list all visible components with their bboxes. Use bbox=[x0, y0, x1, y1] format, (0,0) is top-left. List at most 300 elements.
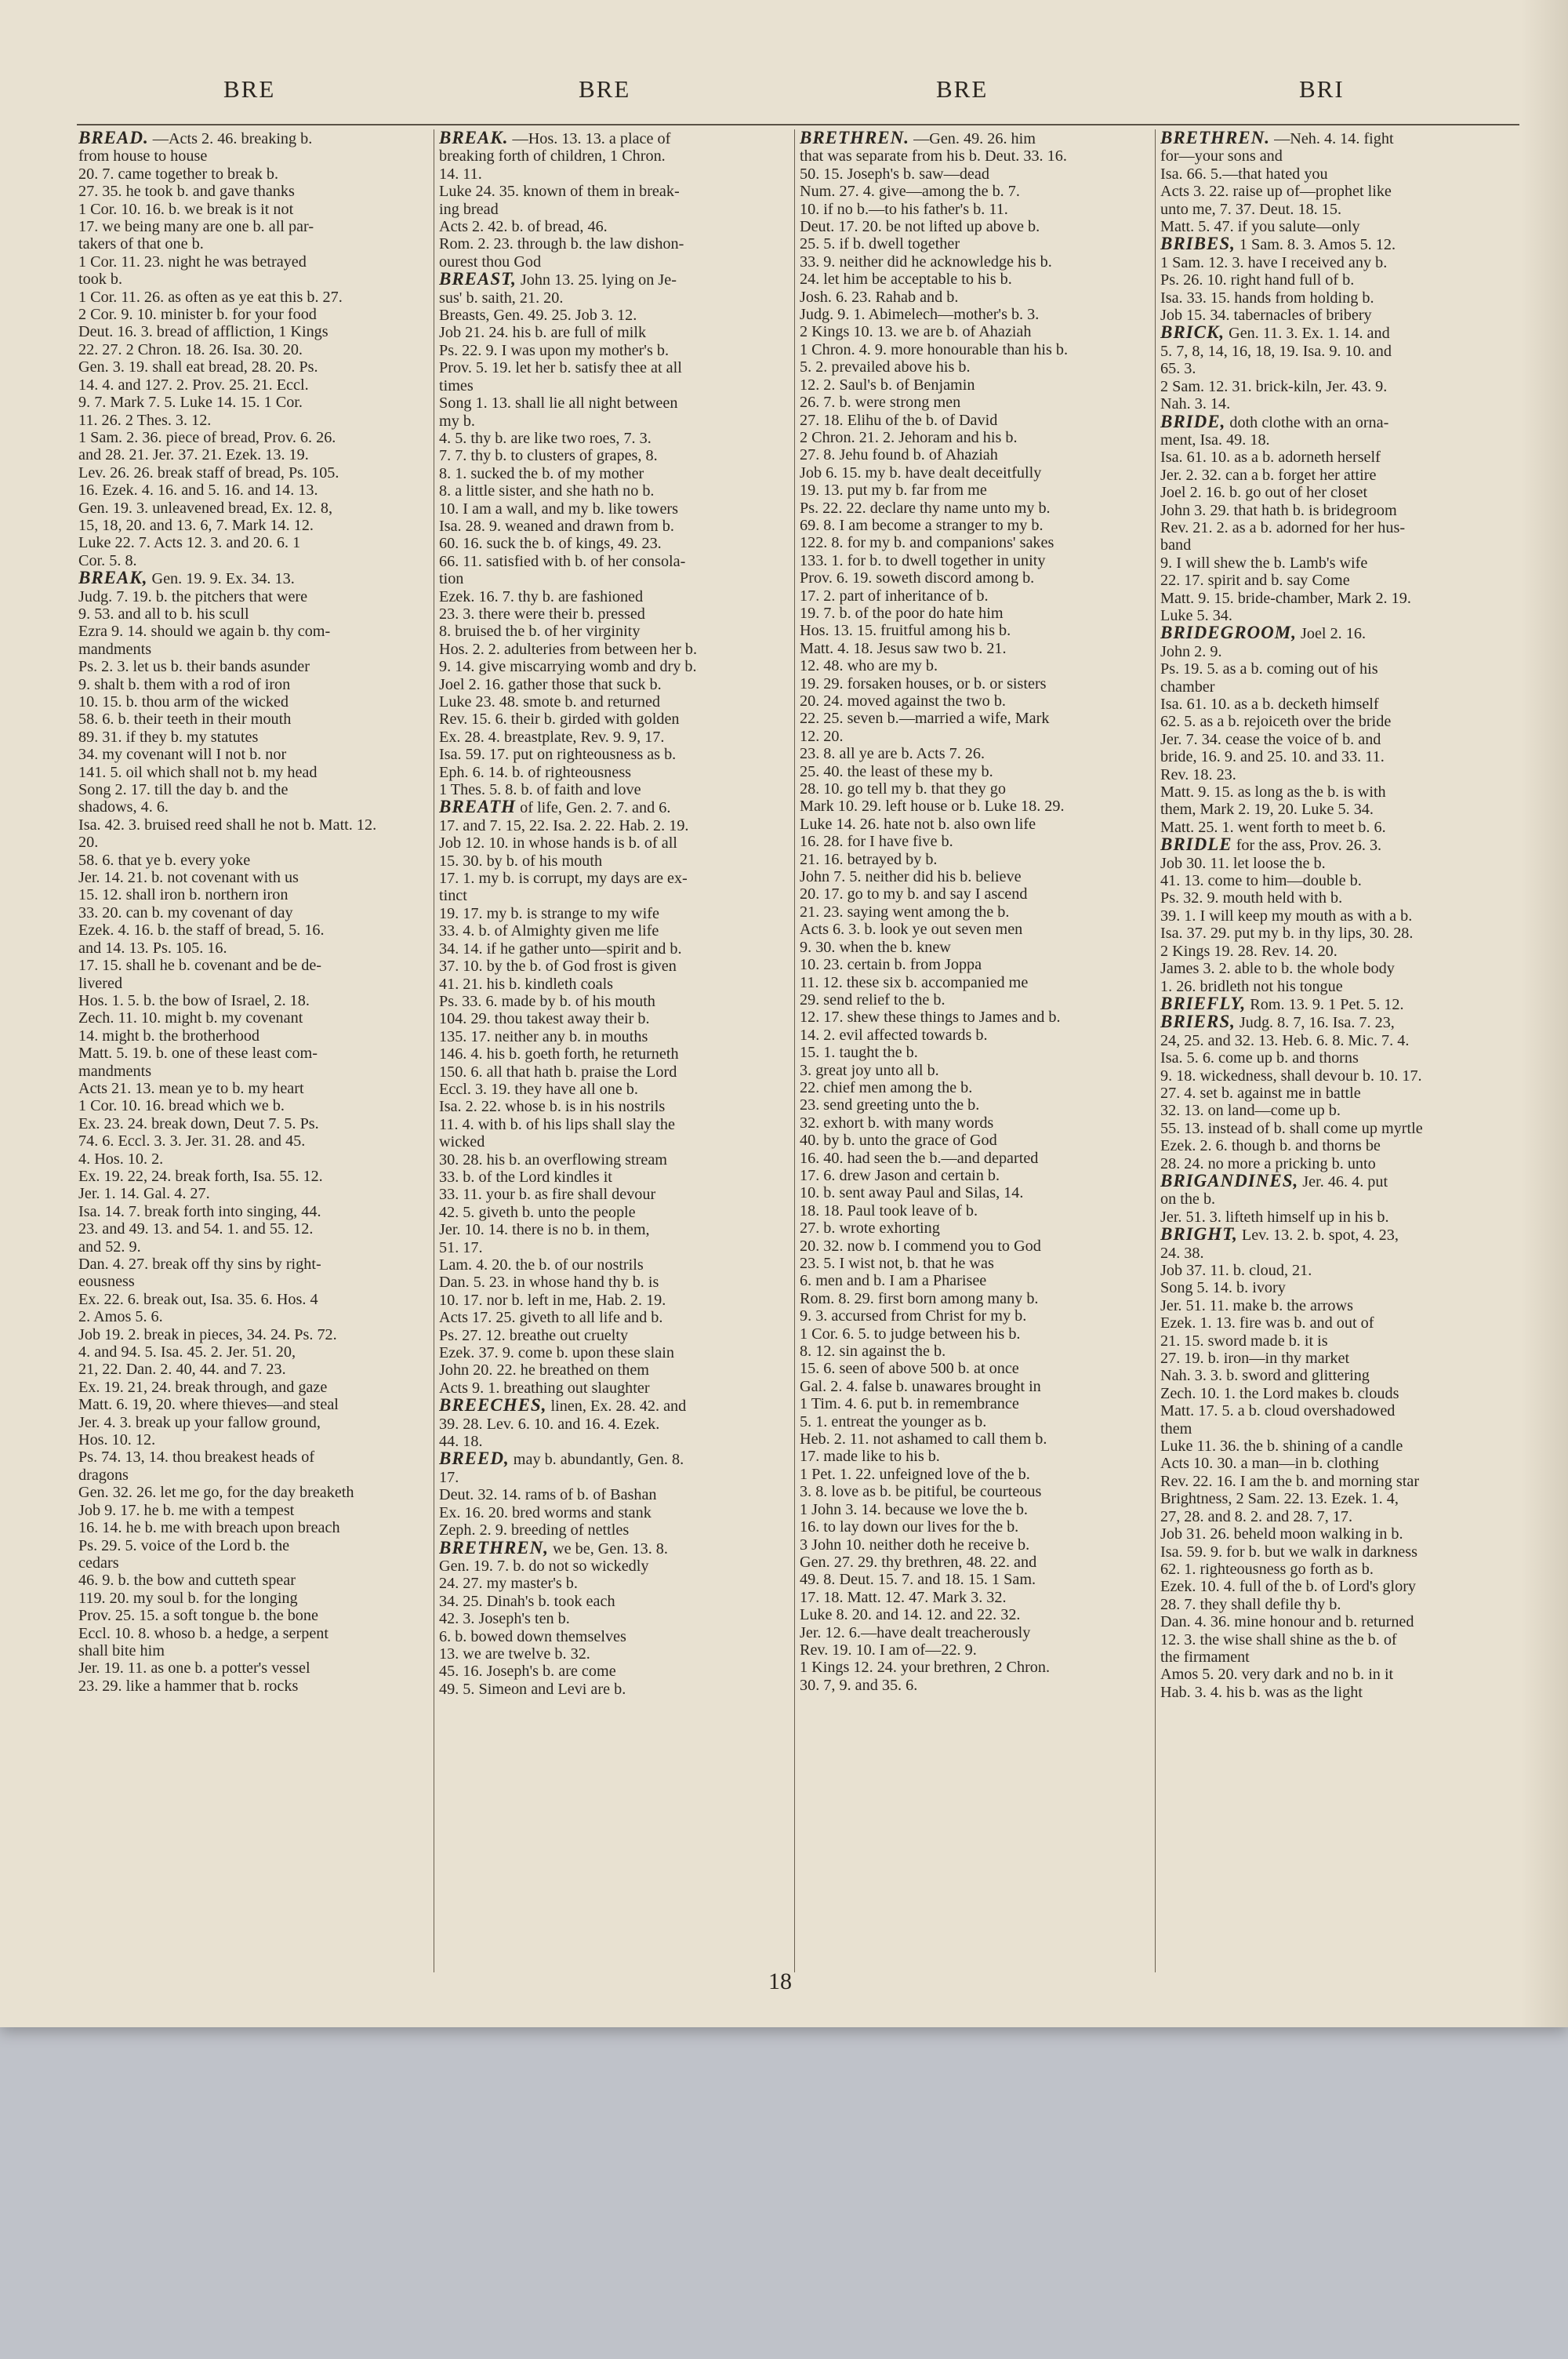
entry-text: 34. 25. Dinah's b. took each bbox=[439, 1592, 615, 1610]
entry-text: Song 2. 17. till the day b. and the bbox=[78, 781, 289, 799]
entry-line bbox=[439, 359, 792, 377]
entry-line bbox=[78, 903, 431, 921]
entry-text: 141. 5. oil which shall not b. my head bbox=[78, 763, 318, 781]
entry-text: Isa. 66. 5.—that hated you bbox=[1160, 165, 1328, 183]
entry-text: 23. 5. I wist not, b. that he was bbox=[800, 1255, 994, 1272]
entry-line bbox=[78, 1256, 431, 1273]
entry-text: Isa. 37. 29. put my b. in thy lips, 30. 28. bbox=[1160, 925, 1414, 943]
entry-line bbox=[800, 1483, 1152, 1501]
entry-text: Isa. 33. 15. hands from holding b. bbox=[1160, 289, 1374, 307]
entry-line bbox=[439, 482, 792, 500]
entry-line bbox=[1160, 1208, 1513, 1226]
entry-text: John 7. 5. neither did his b. believe bbox=[800, 868, 1022, 886]
entry-text: 23. send greeting unto the b. bbox=[800, 1096, 980, 1114]
entry-keyword: BRIEFLY, bbox=[1160, 993, 1247, 1013]
entry-line bbox=[78, 1273, 431, 1291]
entry-text: 8. a little sister, and she hath no b. bbox=[439, 482, 655, 500]
entry-text: 17. 2. part of inheritance of b. bbox=[800, 587, 989, 605]
entry-line bbox=[439, 1486, 792, 1504]
entry-text: Jer. 4. 3. break up your fallow ground, bbox=[78, 1413, 321, 1431]
entry-text: 27. 8. Jehu found b. of Ahaziah bbox=[800, 446, 998, 464]
entry-text: 5. 1. entreat the younger as b. bbox=[800, 1412, 987, 1430]
entry-keyword: BREECHES, bbox=[439, 1395, 547, 1416]
entry-text: times bbox=[439, 376, 474, 394]
entry-line bbox=[800, 411, 1152, 429]
entry-line bbox=[1160, 1084, 1513, 1102]
entry-line bbox=[439, 781, 792, 799]
entry-line bbox=[439, 1448, 792, 1469]
entry-line bbox=[439, 412, 792, 430]
entry-line bbox=[78, 1361, 431, 1379]
entry-text: 10. 23. certain b. from Joppa bbox=[800, 956, 982, 974]
entry-line bbox=[78, 623, 431, 641]
entry-line bbox=[800, 1676, 1152, 1694]
entry-line bbox=[439, 675, 792, 693]
entry-text: 1 John 3. 14. because we love the b. bbox=[800, 1500, 1028, 1518]
entry-line bbox=[78, 1396, 431, 1414]
entry-text: 16. 14. he b. me with breach upon breach bbox=[78, 1519, 340, 1537]
entry-line bbox=[1160, 1170, 1513, 1190]
entry-line bbox=[439, 834, 792, 852]
entry-line bbox=[800, 1465, 1152, 1483]
entry-text: Gen. 19. 3. unleavened bread, Ex. 12. 8, bbox=[78, 499, 333, 517]
entry-text: Ps. 74. 13, 14. thou breakest heads of bbox=[78, 1448, 315, 1467]
entry-line bbox=[439, 376, 792, 394]
entry-text: Ps. 29. 5. voice of the Lord b. the bbox=[78, 1536, 290, 1554]
entry-line bbox=[78, 816, 431, 834]
entry-text: Isa. 5. 6. come up b. and thorns bbox=[1160, 1049, 1359, 1067]
concordance-entry bbox=[1160, 413, 1513, 625]
entry-line bbox=[1160, 377, 1513, 395]
entry-text: 9. 53. and all to b. his scull bbox=[78, 605, 249, 623]
entry-line bbox=[800, 1360, 1152, 1378]
entry-line bbox=[78, 763, 431, 781]
entry-line bbox=[800, 323, 1152, 341]
entry-text: 29. send relief to the b. bbox=[800, 990, 946, 1009]
entry-text: 11. 12. these six b. accompanied me bbox=[800, 973, 1029, 991]
entry-text: Nah. 3. 3. b. sword and glittering bbox=[1160, 1367, 1370, 1385]
entry-line bbox=[800, 1166, 1152, 1184]
entry-text: 119. 20. my soul b. for the longing bbox=[78, 1589, 298, 1607]
entry-line bbox=[800, 833, 1152, 851]
entry-text: 16. to lay down our lives for the b. bbox=[800, 1518, 1019, 1536]
running-head-4: BRI bbox=[1299, 75, 1345, 103]
entry-line bbox=[78, 1607, 431, 1625]
entry-text: Hos. 1. 5. b. the bow of Israel, 2. 18. bbox=[78, 991, 310, 1009]
entry-line bbox=[800, 1149, 1152, 1167]
entry-text: 16. 28. for I have five b. bbox=[800, 833, 953, 851]
entry-text: 58. 6. b. their teeth in their mouth bbox=[78, 711, 292, 729]
entry-text: 19. 7. b. of the poor do hate him bbox=[800, 604, 1004, 622]
entry-line bbox=[1160, 1224, 1513, 1245]
entry-line bbox=[800, 850, 1152, 868]
entry-text: tion bbox=[439, 570, 464, 588]
entry-text: and 14. 13. Ps. 105. 16. bbox=[78, 939, 227, 957]
entry-text: 19. 13. put my b. far from me bbox=[800, 482, 987, 500]
entry-line bbox=[439, 1610, 792, 1628]
concordance-entry bbox=[439, 271, 792, 798]
entry-line bbox=[1160, 1543, 1513, 1561]
entry-text: Luke 11. 36. the b. shining of a candle bbox=[1160, 1438, 1403, 1456]
entry-line bbox=[1160, 200, 1513, 218]
entry-line bbox=[78, 1062, 431, 1080]
entry-line bbox=[439, 797, 792, 817]
entry-text: Hos. 13. 15. fruitful among his b. bbox=[800, 622, 1011, 640]
entry-line bbox=[78, 516, 431, 534]
entry-text: 1 Cor. 6. 5. to judge between his b. bbox=[800, 1325, 1021, 1343]
entry-text: John 20. 22. he breathed on them bbox=[439, 1361, 649, 1379]
entry-text: from house to house bbox=[78, 147, 208, 165]
entry-text: 1 Tim. 4. 6. put b. in remembrance bbox=[800, 1395, 1019, 1413]
entry-text: 15, 18, 20. and 13. 6, 7. Mark 14. 12. bbox=[78, 516, 314, 534]
entry-text: 2 Kings 19. 28. Rev. 14. 20. bbox=[1160, 942, 1338, 960]
entry-text: 74. 6. Eccl. 3. 3. Jer. 31. 28. and 45. bbox=[78, 1132, 306, 1150]
entry-line bbox=[78, 869, 431, 887]
entry-line bbox=[800, 516, 1152, 534]
entry-text: Dan. 5. 23. in whose hand thy b. is bbox=[439, 1274, 659, 1292]
entry-line bbox=[78, 499, 431, 517]
entry-line bbox=[439, 1537, 792, 1558]
entry-text: Ps. 22. 9. I was upon my mother's b. bbox=[439, 341, 669, 359]
entry-line bbox=[1160, 1613, 1513, 1631]
entry-text: 69. 8. I am become a stranger to my b. bbox=[800, 516, 1044, 534]
entry-text: 49. 5. Simeon and Levi are b. bbox=[439, 1680, 626, 1698]
entry-text: 24. let him be acceptable to his b. bbox=[800, 271, 1012, 289]
entry-line bbox=[439, 289, 792, 307]
entry-text: 14. 2. evil affected towards b. bbox=[800, 1026, 988, 1044]
entry-line bbox=[1160, 696, 1513, 713]
entry-text: 25. 40. the least of these my b. bbox=[800, 762, 993, 780]
entry-text: Hos. 10. 12. bbox=[78, 1431, 156, 1449]
entry-text: 1 Kings 12. 24. your brethren, 2 Chron. bbox=[800, 1659, 1051, 1677]
entry-keyword: BREAK. bbox=[439, 129, 509, 147]
entry-line bbox=[78, 1448, 431, 1467]
entry-line bbox=[1160, 713, 1513, 731]
entry-line bbox=[1160, 872, 1513, 890]
entry-text: Prov. 25. 15. a soft tongue b. the bone bbox=[78, 1607, 318, 1625]
entry-line bbox=[1160, 554, 1513, 572]
entry-line bbox=[78, 394, 431, 412]
entry-line bbox=[1160, 411, 1513, 431]
entry-line bbox=[439, 728, 792, 746]
entry-line bbox=[800, 868, 1152, 886]
entry-line bbox=[439, 1063, 792, 1081]
entry-line bbox=[439, 183, 792, 201]
entry-line bbox=[78, 183, 431, 201]
concordance-entry bbox=[1160, 836, 1513, 995]
entry-text: 12. 17. shew these things to James and b. bbox=[800, 1009, 1061, 1027]
entry-text: Luke 8. 20. and 14. 12. and 22. 32. bbox=[800, 1606, 1021, 1624]
entry-line bbox=[1160, 395, 1513, 413]
entry-line bbox=[439, 711, 792, 729]
entry-line bbox=[1160, 307, 1513, 325]
entry-line bbox=[1160, 589, 1513, 607]
entry-line bbox=[800, 288, 1152, 306]
entry-text: 1 Sam. 8. 3. Amos 5. 12. bbox=[1239, 236, 1396, 254]
entry-line bbox=[800, 1237, 1152, 1255]
entry-text: 23. 3. there were their b. pressed bbox=[439, 605, 645, 623]
concordance-entry bbox=[78, 129, 431, 569]
entry-text: Ezra 9. 14. should we again b. thy com- bbox=[78, 623, 331, 641]
entry-line bbox=[800, 534, 1152, 552]
entry-text: Acts 9. 1. breathing out slaughter bbox=[439, 1379, 650, 1397]
entry-text: Matt. 6. 19, 20. where thieves—and steal bbox=[78, 1396, 339, 1414]
entry-line bbox=[78, 323, 431, 341]
entry-line bbox=[1160, 925, 1513, 943]
entry-line bbox=[439, 1557, 792, 1575]
entry-line bbox=[800, 218, 1152, 236]
entry-text: 2 Sam. 12. 31. brick-kiln, Jer. 43. 9. bbox=[1160, 377, 1388, 395]
entry-line bbox=[78, 568, 431, 588]
entry-keyword: BRIBES, bbox=[1160, 234, 1236, 254]
entry-text: ing bread bbox=[439, 200, 499, 218]
entry-line bbox=[78, 482, 431, 500]
entry-text: 1. 26. bridleth not his tongue bbox=[1160, 977, 1343, 995]
entry-line bbox=[439, 235, 792, 253]
entry-line bbox=[78, 605, 431, 623]
entry-line bbox=[800, 1255, 1152, 1272]
entry-text: Matt. 9. 15. as long as the b. is with bbox=[1160, 783, 1386, 801]
entry-text: 42. 3. Joseph's ten b. bbox=[439, 1610, 570, 1628]
entry-line bbox=[78, 921, 431, 940]
entry-text: 10. 15. b. thou arm of the wicked bbox=[78, 693, 289, 711]
entry-line bbox=[439, 887, 792, 905]
entry-text: 11. 4. with b. of his lips shall slay the bbox=[439, 1115, 675, 1133]
entry-text: James 3. 2. able to b. the whole body bbox=[1160, 960, 1395, 978]
entry-text: Judg. 9. 1. Abimelech—mother's b. 3. bbox=[800, 306, 1040, 324]
entry-line bbox=[78, 1308, 431, 1326]
entry-keyword: BRIGANDINES, bbox=[1160, 1170, 1299, 1190]
entry-line bbox=[1160, 1296, 1513, 1314]
entry-text: Dan. 4. 36. mine honour and b. returned bbox=[1160, 1613, 1414, 1631]
entry-line bbox=[1160, 834, 1513, 855]
entry-line bbox=[439, 1415, 792, 1433]
entry-line bbox=[800, 604, 1152, 622]
entry-line bbox=[1160, 1438, 1513, 1456]
entry-line bbox=[78, 693, 431, 711]
running-head-1: BRE bbox=[223, 75, 276, 103]
entry-line bbox=[78, 886, 431, 904]
entry-keyword: BREAST, bbox=[439, 269, 517, 289]
running-head-2: BRE bbox=[579, 75, 631, 103]
entry-line bbox=[800, 394, 1152, 412]
entry-text: Matt. 4. 18. Jesus saw two b. 21. bbox=[800, 639, 1007, 657]
entry-text: 62. 5. as a b. rejoiceth over the bride bbox=[1160, 713, 1392, 731]
entry-text: shall bite him bbox=[78, 1641, 165, 1659]
entry-line bbox=[800, 1448, 1152, 1466]
entry-text: 11. 26. 2 Thes. 3. 12. bbox=[78, 411, 212, 429]
entry-text: 42. 5. giveth b. unto the people bbox=[439, 1203, 636, 1221]
entry-line bbox=[800, 692, 1152, 710]
entry-text: 12. 2. Saul's b. of Benjamin bbox=[800, 376, 975, 394]
entry-line bbox=[800, 956, 1152, 974]
entry-text: Gen. 19. 7. b. do not so wickedly bbox=[439, 1557, 649, 1575]
entry-line bbox=[1160, 183, 1513, 201]
entry-keyword: BRIGHT, bbox=[1160, 1224, 1238, 1245]
entry-line bbox=[78, 1501, 431, 1519]
entry-line bbox=[439, 517, 792, 535]
entry-line bbox=[78, 218, 431, 236]
entry-line bbox=[800, 463, 1152, 482]
entry-text: Gen. 11. 3. Ex. 1. 14. and bbox=[1229, 325, 1390, 343]
entry-text: Ps. 27. 12. breathe out cruelty bbox=[439, 1326, 629, 1344]
entry-text: 20. 24. moved against the two b. bbox=[800, 692, 1006, 710]
entry-text: Joel 2. 16. bbox=[1301, 625, 1367, 643]
entry-line bbox=[78, 235, 431, 253]
entry-text: 8. 12. sin against the b. bbox=[800, 1343, 946, 1361]
entry-line bbox=[1160, 1350, 1513, 1368]
entry-text: Jer. 10. 14. there is no b. in them, bbox=[439, 1221, 650, 1239]
entry-line bbox=[1160, 1507, 1513, 1525]
entry-line bbox=[78, 1325, 431, 1343]
entry-line bbox=[800, 674, 1152, 692]
entry-text: 13. we are twelve b. 32. bbox=[439, 1645, 590, 1663]
entry-text: Joel 2. 16. b. go out of her closet bbox=[1160, 484, 1368, 502]
entry-line bbox=[439, 975, 792, 993]
entry-line bbox=[1160, 218, 1513, 236]
entry-line bbox=[800, 147, 1152, 165]
entry-text: 133. 1. for b. to dwell together in unity bbox=[800, 551, 1046, 569]
entry-text: Ezek. 16. 7. thy b. are fashioned bbox=[439, 587, 644, 605]
entry-text: Luke 24. 35. known of them in break- bbox=[439, 183, 680, 201]
entry-line bbox=[800, 482, 1152, 500]
entry-line bbox=[1160, 1031, 1513, 1049]
entry-text: Judg. 7. 19. b. the pitchers that were bbox=[78, 587, 308, 605]
entry-line bbox=[800, 1096, 1152, 1114]
entry-line bbox=[1160, 623, 1513, 643]
entry-line bbox=[439, 1344, 792, 1362]
entry-keyword: BRIERS, bbox=[1160, 1012, 1236, 1032]
entry-line bbox=[800, 1201, 1152, 1219]
entry-text: we be, Gen. 13. 8. bbox=[553, 1539, 668, 1558]
entry-text: Isa. 59. 9. for b. but we walk in darkness bbox=[1160, 1543, 1417, 1561]
entry-line bbox=[800, 762, 1152, 780]
column-2 bbox=[439, 129, 792, 1972]
entry-line bbox=[439, 1133, 792, 1151]
entry-line bbox=[439, 587, 792, 605]
entry-text: dragons bbox=[78, 1466, 129, 1484]
entry-text: —Hos. 13. 13. a place of bbox=[512, 130, 671, 147]
entry-text: 12. 20. bbox=[800, 727, 844, 745]
entry-text: 9. 3. accursed from Christ for my b. bbox=[800, 1307, 1027, 1325]
entry-line bbox=[1160, 501, 1513, 519]
entry-text: 1 Pet. 1. 22. unfeigned love of the b. bbox=[800, 1465, 1030, 1483]
entry-text: chamber bbox=[1160, 678, 1215, 696]
entry-text: Isa. 2. 22. whose b. is in his nostrils bbox=[439, 1098, 666, 1116]
entry-text: Ps. 19. 5. as a b. coming out of his bbox=[1160, 660, 1378, 678]
entry-line bbox=[439, 429, 792, 447]
entry-text: 66. 11. satisfied with b. of her consola- bbox=[439, 552, 686, 570]
entry-text: 15. 12. shall iron b. northern iron bbox=[78, 886, 289, 904]
entry-text: Hab. 3. 4. his b. was as the light bbox=[1160, 1683, 1363, 1701]
entry-line bbox=[439, 1098, 792, 1116]
entry-line bbox=[78, 781, 431, 799]
entry-line bbox=[800, 938, 1152, 956]
running-head-3: BRE bbox=[936, 75, 989, 103]
entry-text: that was separate from his b. Deut. 33. 16. bbox=[800, 147, 1067, 165]
entry-line bbox=[1160, 1490, 1513, 1508]
entry-text: Zech. 11. 10. might b. my covenant bbox=[78, 1009, 303, 1027]
entry-text: 122. 8. for my b. and companions' sakes bbox=[800, 534, 1054, 552]
entry-line bbox=[800, 358, 1152, 376]
entry-text: Job 21. 24. his b. are full of milk bbox=[439, 324, 647, 342]
entry-line bbox=[1160, 466, 1513, 484]
entry-line bbox=[800, 903, 1152, 921]
entry-line bbox=[78, 446, 431, 464]
entry-text: Job 31. 26. beheld moon walking in b. bbox=[1160, 1525, 1403, 1543]
entry-line bbox=[1160, 730, 1513, 748]
entry-line bbox=[800, 587, 1152, 605]
entry-line bbox=[439, 253, 792, 271]
entry-line bbox=[800, 306, 1152, 324]
entry-line bbox=[439, 570, 792, 588]
entry-text: Cor. 5. 8. bbox=[78, 551, 137, 569]
entry-text: doth clothe with an orna- bbox=[1229, 413, 1389, 431]
entry-text: 39. 1. I will keep my mouth as with a b. bbox=[1160, 907, 1413, 925]
entry-text: 30. 7, 9. and 35. 6. bbox=[800, 1676, 918, 1694]
entry-text: 28. 7. they shall defile thy b. bbox=[1160, 1595, 1341, 1613]
entry-line bbox=[439, 940, 792, 958]
entry-text: took b. bbox=[78, 271, 123, 289]
entry-line bbox=[1160, 1666, 1513, 1684]
entry-line bbox=[800, 253, 1152, 271]
entry-line bbox=[439, 500, 792, 518]
entry-text: 1 Sam. 2. 36. piece of bread, Prov. 6. 26. bbox=[78, 428, 336, 446]
entry-text: Ps. 2. 3. let us b. their bands asunder bbox=[78, 658, 310, 676]
entry-text: Job 37. 11. b. cloud, 21. bbox=[1160, 1262, 1312, 1279]
entry-text: 28. 10. go tell my b. that they go bbox=[800, 780, 1006, 798]
entry-line bbox=[439, 693, 792, 711]
entry-text: 20. 7. came together to break b. bbox=[78, 165, 279, 183]
entry-line bbox=[800, 815, 1152, 833]
entry-text: 33. 20. can b. my covenant of day bbox=[78, 903, 293, 921]
entry-text: Acts 6. 3. b. look ye out seven men bbox=[800, 921, 1023, 939]
entry-text: mandments bbox=[78, 1062, 152, 1080]
entry-line bbox=[78, 288, 431, 306]
entry-text: Ezek. 4. 16. b. the staff of bread, 5. 16. bbox=[78, 921, 325, 940]
entry-text: 104. 29. thou takest away their b. bbox=[439, 1010, 650, 1028]
entry-text: —Gen. 49. 26. him bbox=[913, 130, 1036, 147]
entry-text: Zech. 10. 1. the Lord makes b. clouds bbox=[1160, 1384, 1399, 1402]
entry-text: Deut. 32. 14. rams of b. of Bashan bbox=[439, 1486, 657, 1504]
entry-text: 8. bruised the b. of her virginity bbox=[439, 623, 641, 641]
entry-line bbox=[800, 1009, 1152, 1027]
entry-text: 14. might b. the brotherhood bbox=[78, 1027, 260, 1045]
running-heads bbox=[0, 75, 1568, 107]
entry-text: 2 Kings 10. 13. we are b. of Ahaziah bbox=[800, 323, 1032, 341]
column-3 bbox=[800, 129, 1152, 1972]
entry-line bbox=[800, 235, 1152, 253]
entry-line bbox=[800, 1343, 1152, 1361]
entry-text: 17. bbox=[439, 1468, 459, 1486]
entry-text: tinct bbox=[439, 887, 467, 905]
entry-line bbox=[1160, 1067, 1513, 1085]
entry-line bbox=[1160, 889, 1513, 907]
entry-line bbox=[800, 1518, 1152, 1536]
entry-text: ment, Isa. 49. 18. bbox=[1160, 431, 1270, 449]
entry-line bbox=[1160, 783, 1513, 801]
entry-text: 30. 28. his b. an overflowing stream bbox=[439, 1150, 667, 1169]
entry-line bbox=[78, 1378, 431, 1396]
entry-line bbox=[439, 904, 792, 922]
entry-keyword: BRIDE, bbox=[1160, 411, 1226, 431]
entry-line bbox=[439, 447, 792, 465]
entry-text: Jer. 14. 21. b. not covenant with us bbox=[78, 869, 299, 887]
entry-text: Mark 10. 29. left house or b. Luke 18. 29. bbox=[800, 798, 1065, 816]
entry-text: Ps. 32. 9. mouth held with b. bbox=[1160, 889, 1343, 907]
entry-text: 5. 7, 8, 14, 16, 18, 19. Isa. 9. 10. and bbox=[1160, 342, 1392, 360]
entry-text: Gen. 32. 26. let me go, for the day breaketh bbox=[78, 1484, 354, 1502]
